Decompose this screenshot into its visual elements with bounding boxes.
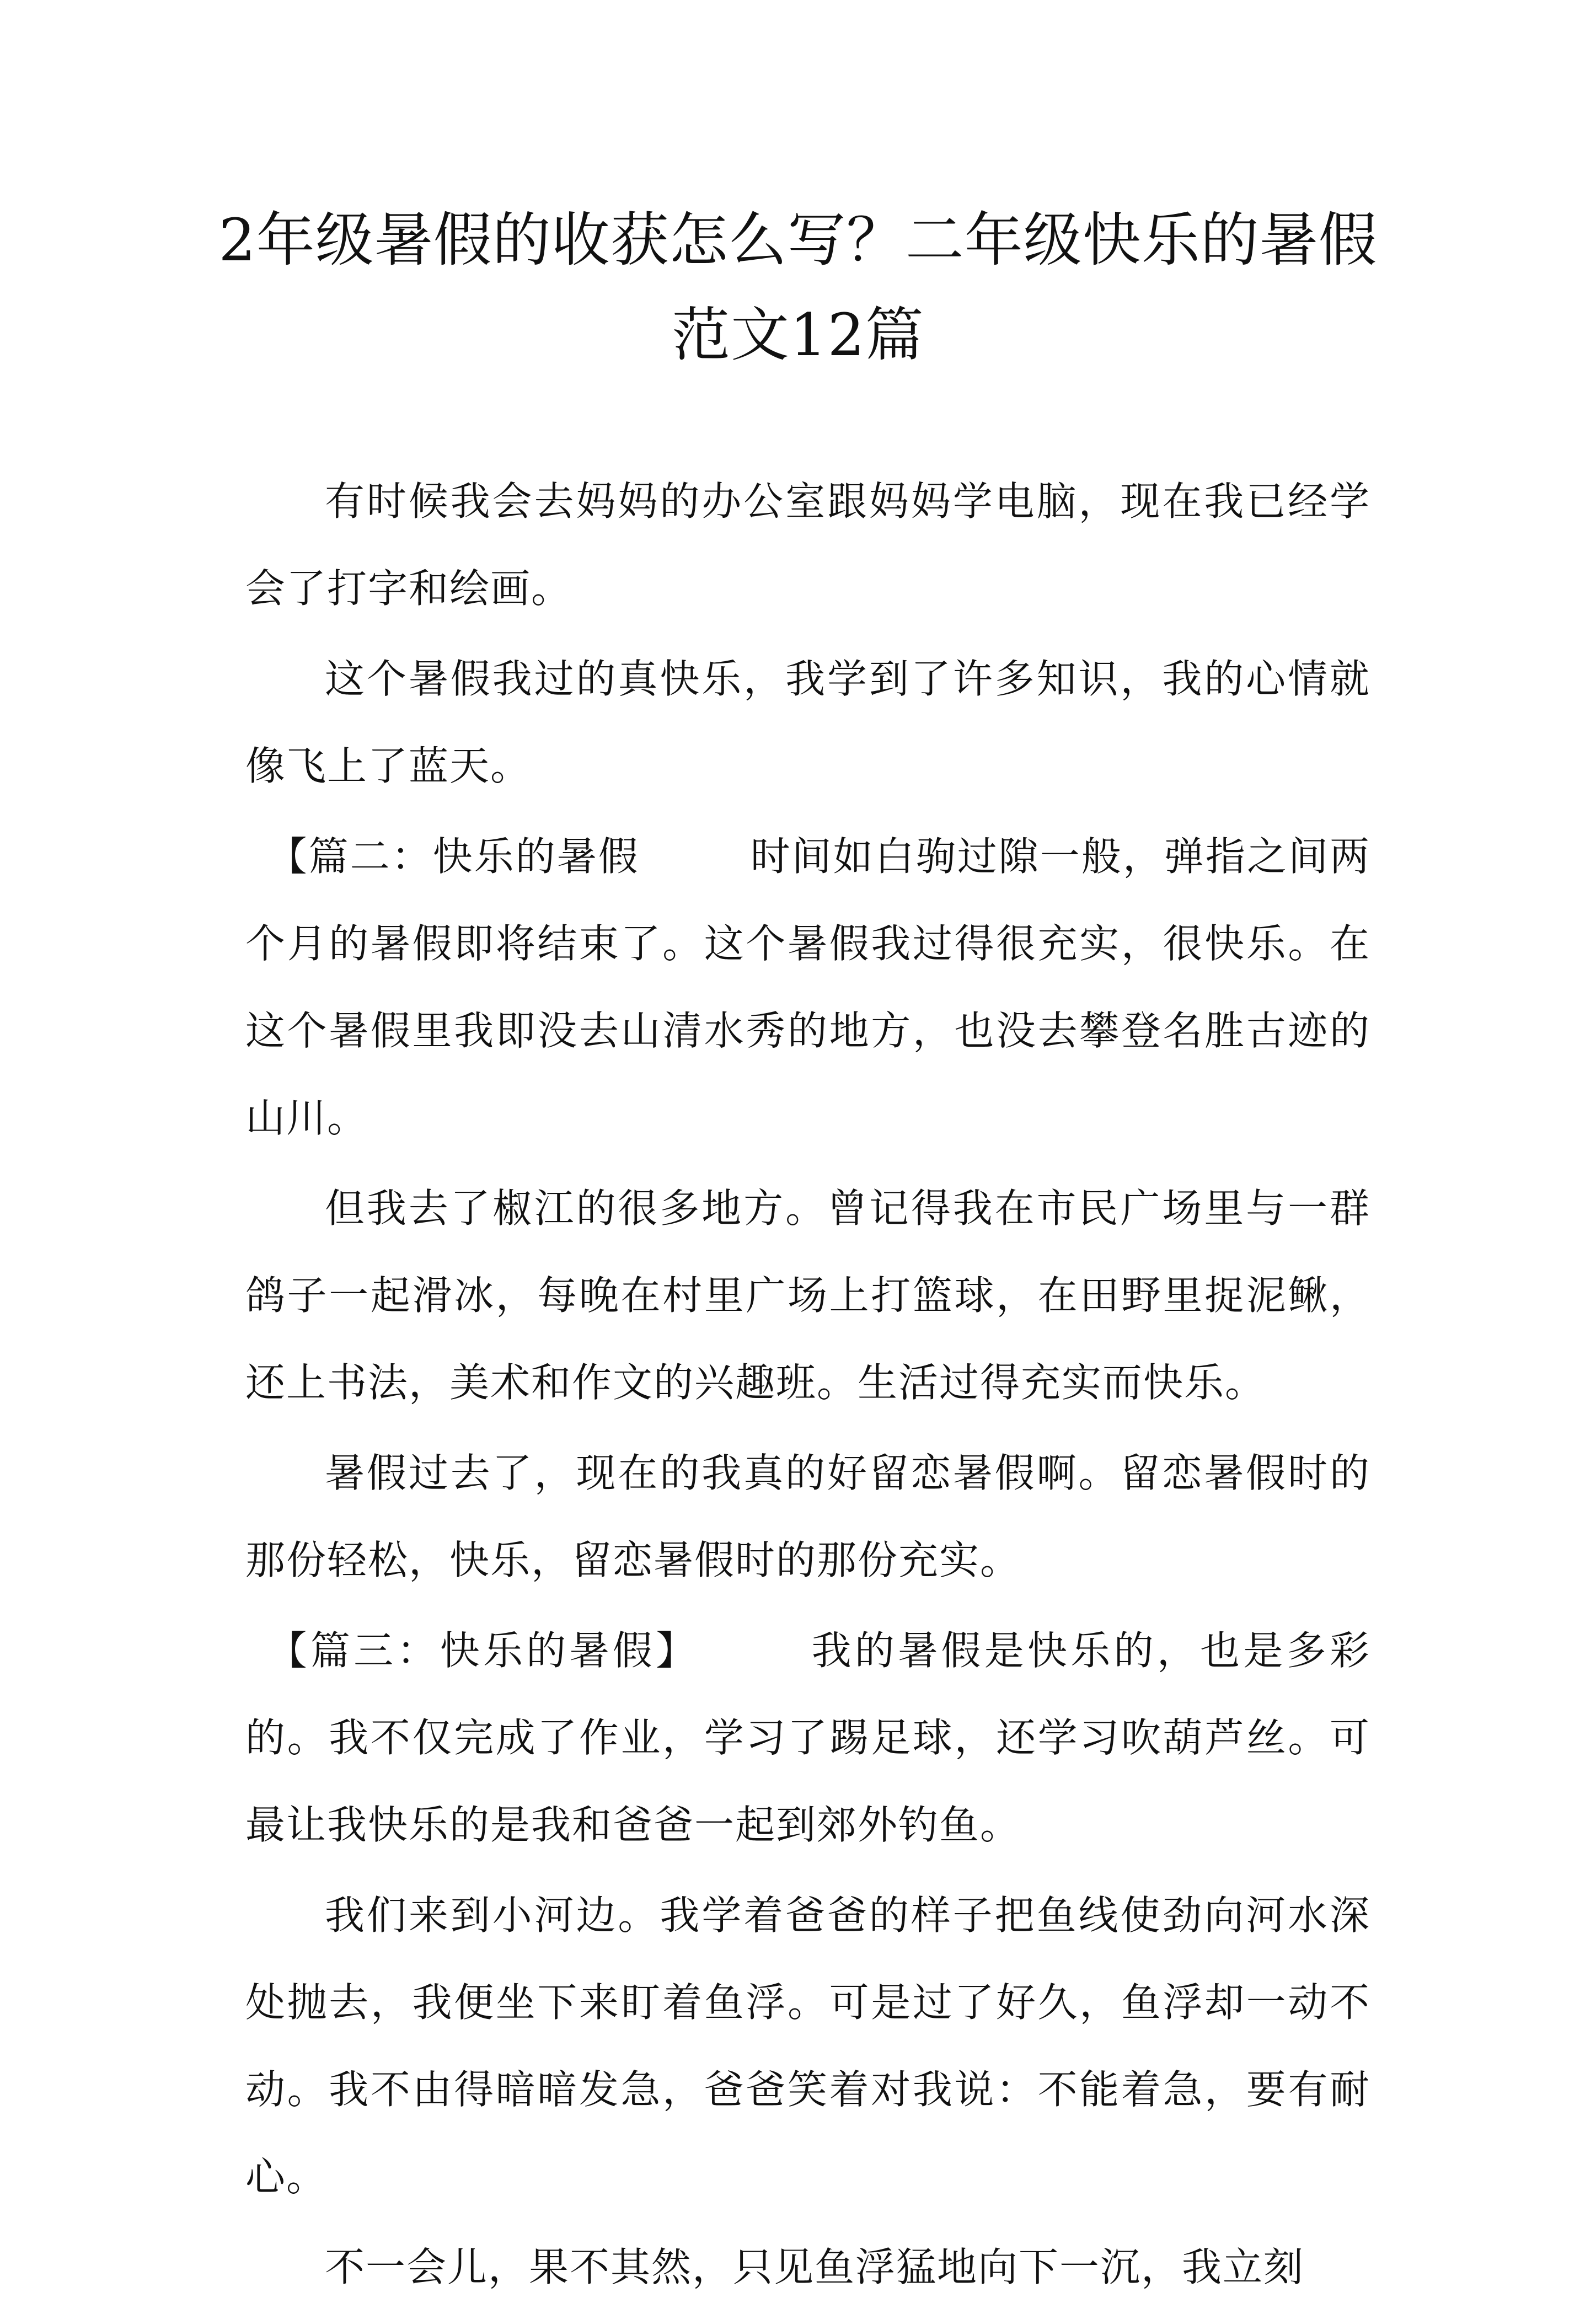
document-body [245, 458, 1370, 2314]
section-heading: 【篇二：快乐的暑假 [267, 833, 640, 880]
paragraph [245, 635, 1370, 810]
paragraph [245, 1872, 1370, 2220]
paragraph-text: 有时候我会去妈妈的办公室跟妈妈学电脑，现在我已经学会了打字和绘画。 [245, 478, 1370, 612]
paragraph [245, 1165, 1370, 1426]
paragraph [245, 2224, 1370, 2311]
paragraph-text: 但我去了椒江的很多地方。曾记得我在市民广场里与一群鸽子一起滑冰，每晚在村里广场上打篮球，在田野里捉泥鳅，还上书法，美术和作文的兴趣班。生活过得充实而快乐。 [245, 1185, 1370, 1406]
document-title: 2年级暑假的收获怎么写？二年级快乐的暑假范文12篇 [218, 206, 1378, 369]
paragraph-text: 这个暑假我过的真快乐，我学到了许多知识，我的心情就像飞上了蓝天。 [245, 656, 1370, 789]
paragraph [245, 1429, 1370, 1604]
section-paragraph [245, 1607, 1370, 1868]
paragraph-text: 时间如白驹过隙一般，弹指之间两个月的暑假即将结束了。这个暑假我过得很充实，很快乐。在这个暑假里我即没去山清水秀的地方，也没去攀登名胜古迹的山川。 [245, 833, 1370, 1141]
section-paragraph [245, 813, 1370, 1161]
paragraph [245, 458, 1370, 632]
section-heading: 【篇三：快乐的暑假】 [267, 1627, 699, 1674]
paragraph-text: 我的暑假是快乐的，也是多彩的。我不仅完成了作业，学习了踢足球，还学习吹葫芦丝。可最让我快乐的是我和爸爸一起到郊外钓鱼。 [245, 1627, 1370, 1848]
paragraph-text: 暑假过去了，现在的我真的好留恋暑假啊。留恋暑假时的那份轻松，快乐，留恋暑假时的那份充实。 [245, 1450, 1370, 1583]
paragraph-text: 我们来到小河边。我学着爸爸的样子把鱼线使劲向河水深处抛去，我便坐下来盯着鱼浮。可是过了好久，鱼浮却一动不动。我不由得暗暗发急，爸爸笑着对我说：不能着急，要有耐心。 [245, 1892, 1370, 2200]
paragraph-text: 不一会儿，果不其然，只见鱼浮猛地向下一沉，我立刻 [325, 2244, 1305, 2290]
